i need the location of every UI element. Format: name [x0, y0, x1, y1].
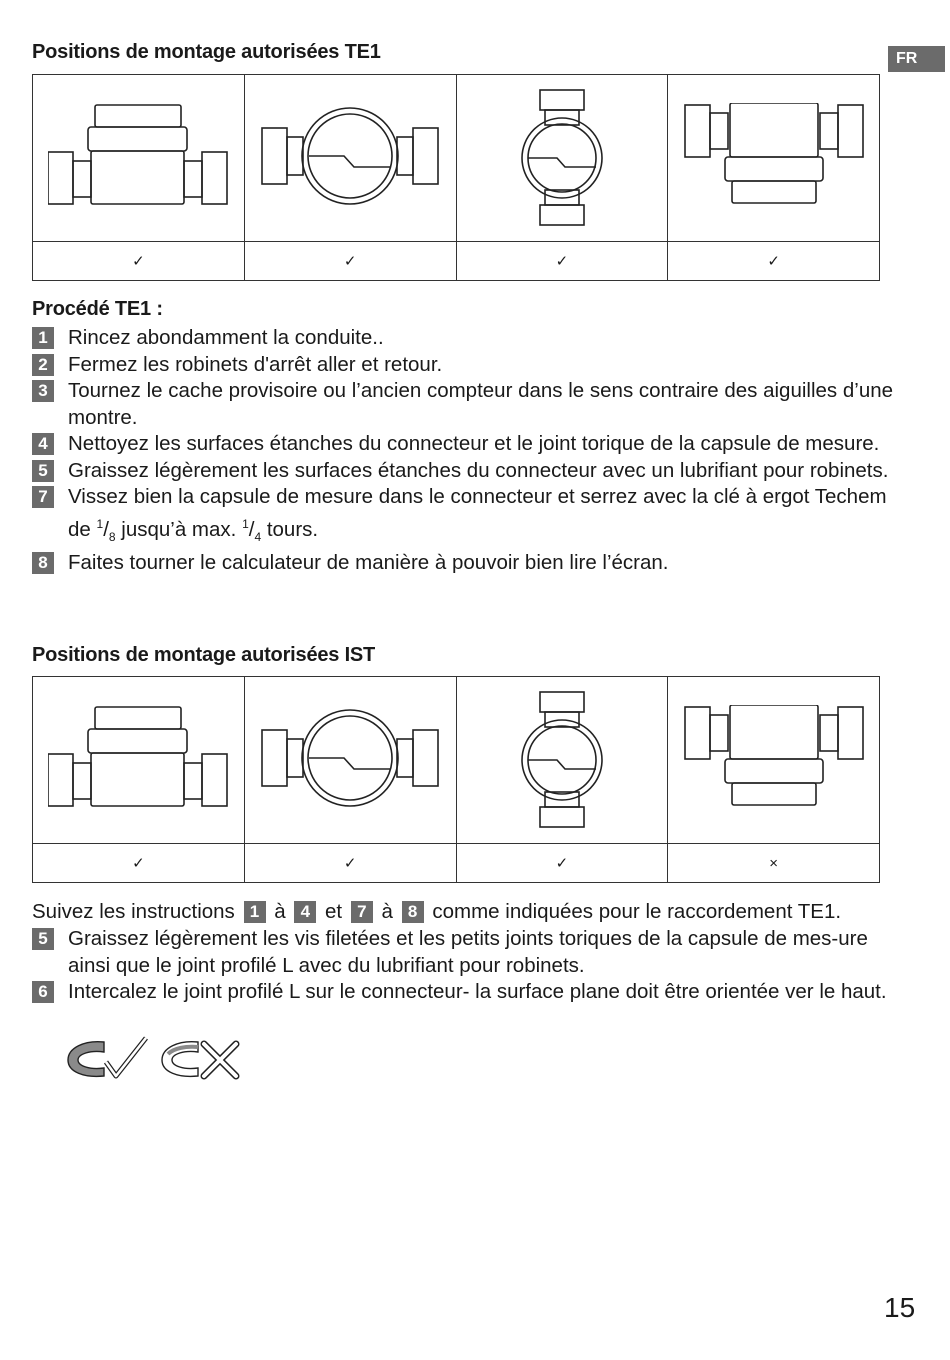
step-number: 2: [32, 354, 54, 376]
meter-horizontal-icon: [48, 705, 228, 815]
step-number: 5: [32, 928, 54, 950]
page-number: 15: [884, 1292, 916, 1323]
te1-position-vertical-dial: [244, 75, 456, 242]
ist-position-horizontal-inverted: [668, 677, 880, 844]
meter-vertical-icon: [517, 88, 607, 228]
step-text: Tournez le cache provisoire ou l’ancien compteur dans le sens contraire des aiguilles d’une montre.: [68, 379, 894, 429]
meter-dial-side-icon: [260, 98, 440, 218]
step-number: 6: [32, 981, 54, 1003]
ist-mark-2: ✓: [244, 844, 456, 883]
fraction-numerator: 1: [242, 516, 249, 531]
ist-position-vertical-pipe: [456, 677, 668, 844]
te1-position-horizontal-upright: [33, 75, 245, 242]
list-item: [32, 979, 912, 1006]
intro-connector: à: [381, 900, 393, 923]
ist-mark-1: ✓: [33, 844, 245, 883]
fraction-numerator: 1: [96, 516, 104, 531]
section2-title: Positions de montage autorisées IST: [32, 644, 376, 666]
list-item: [32, 458, 912, 485]
step-text: Faites tourner le calculateur de manière à pouvoir bien lire l’écran.: [68, 550, 669, 574]
step-text: Graissez légèrement les surfaces étanches du connecteur avec un lubrifiant pour robinets.: [68, 458, 889, 482]
ist-positions-table: [32, 676, 880, 883]
seal-correct-icon: [68, 1038, 146, 1076]
te1-mark-1: ✓: [33, 242, 245, 281]
list-item: 7 Vissez bien la capsule de mesure dans le connecteur et serrez avec la clé à ergot Techem de $^1/_8$ jusqu’à max. $^1/_4$ tours.: [32, 484, 912, 550]
step-text: Rincez abondamment la conduite..: [68, 326, 384, 349]
list-item: [32, 926, 912, 979]
step-number: 8: [32, 552, 54, 574]
ist-steps: [32, 926, 912, 1006]
step-ref: 4: [294, 901, 316, 923]
procedure-title: Procédé TE1 :: [32, 298, 163, 320]
fraction-denominator: 4: [254, 529, 262, 544]
step-number: 4: [32, 433, 54, 455]
step-text: Fermez les robinets d'arrêt aller et retour.: [68, 352, 443, 376]
list-item: [32, 550, 912, 577]
step-number: 3: [32, 380, 54, 402]
intro-connector: à: [274, 900, 286, 923]
intro-prefix: Suivez les instructions: [32, 900, 235, 923]
step-ref: 1: [244, 901, 266, 923]
te1-steps: [32, 325, 912, 576]
seal-wrong-icon: [162, 1042, 236, 1077]
te1-position-horizontal-inverted: [668, 75, 880, 242]
l-seal-orientation-illustration: [64, 1034, 244, 1082]
step-text: Graissez légèrement les vis filetées et les petits joints toriques de la capsule de mes-ure ainsi que le joint profilé L avec du lubrifiant pour robinets.: [68, 927, 868, 977]
intro-suffix: comme indiquées pour le raccordement TE1.: [432, 900, 842, 923]
step-ref: 7: [351, 901, 373, 923]
section1-title: Positions de montage autorisées TE1: [32, 41, 381, 63]
meter-vertical-icon: [517, 690, 607, 830]
intro-connector: et: [325, 900, 343, 923]
meter-inverted-icon: [684, 103, 864, 213]
step-text: Intercalez le joint profilé L sur le connecteur- la surface plane doit être orientée ver le haut.: [68, 980, 887, 1003]
ist-position-horizontal-upright: [33, 677, 245, 844]
ist-mark-4: ×: [668, 844, 880, 883]
step-number: 1: [32, 327, 54, 349]
step-number: 5: [32, 460, 54, 482]
ist-mark-3: ✓: [456, 844, 668, 883]
ist-intro: [32, 899, 841, 926]
meter-inverted-icon: [684, 705, 864, 815]
step-text: Vissez bien la capsule de mesure dans le connecteur et serrez avec la clé à ergot Techem de: [68, 485, 887, 541]
list-item: [32, 431, 912, 458]
step-text: tours.: [261, 517, 319, 541]
language-tab: FR: [888, 46, 945, 72]
te1-mark-3: ✓: [456, 242, 668, 281]
meter-dial-side-icon: [260, 700, 440, 820]
list-item: [32, 325, 912, 352]
list-item: [32, 352, 912, 379]
te1-position-vertical-pipe: [456, 75, 668, 242]
step-text: jusqu’à max.: [115, 517, 243, 541]
step-ref: 8: [402, 901, 424, 923]
te1-mark-2: ✓: [244, 242, 456, 281]
meter-horizontal-icon: [48, 103, 228, 213]
list-item: [32, 378, 912, 431]
step-number: 7: [32, 486, 54, 508]
ist-position-vertical-dial: [244, 677, 456, 844]
te1-mark-4: ✓: [668, 242, 880, 281]
te1-positions-table: [32, 74, 880, 281]
fraction-denominator: 8: [108, 529, 116, 544]
step-text: Nettoyez les surfaces étanches du connecteur et le joint torique de la capsule de mesure.: [68, 432, 880, 455]
